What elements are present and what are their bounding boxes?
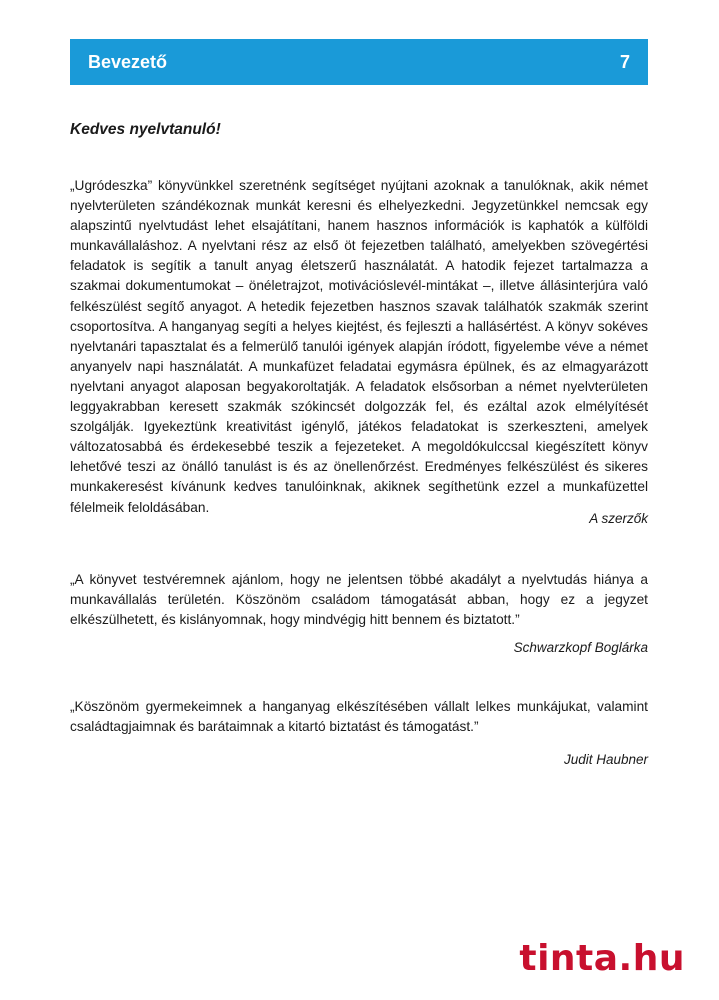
chapter-title: Bevezető xyxy=(88,51,168,72)
dedication-paragraph-2: „Köszönöm gyermekeimnek a hanganyag elkészítésében vállalt lelkes munkájukat, valamint családtagjaimnak és barátaimnak a kitartó biztatást és támogatást.” xyxy=(70,699,648,735)
intro-paragraph: „Ugródeszka” könyvünkkel szeretnénk segítséget nyújtani azoknak a tanulóknak, akik német nyelvterületen szándékoznak munkát keresni és elhelyezkedni. Jegyzetünkkel nemcsak egy alapszintű nyelvtudást lehet elsajátítani, hanem hasznos információk is kaphatók a külföldi munkavállaláshoz. A nyelvtani rész az első öt fejezetben található, amelyekben szövegértési feladatok is segítik a tanult anyag életszerű használatát. A hatodik fejezet tartalmazza a szakmai dokumentumokat – önéletrajzot, motivációslevél-mintákat –, illetve állásinterjúra való felkészülést segítő anyagot. A hetedik fejezetben hasznos szavak találhatók szakmák szerint csoportosítva. A hanganyag segíti a helyes kiejtést, és fejleszti a hallásértést. A könyv sokéves nyelvtanári tapasztalat és a felmerülő tanulói igények alapján íródott, figyelembe véve a német anyanyelv napi használatát. A munkafüzet feladatai egymásra épülnek, és az elmagyarázott nyelvtani anyagot alaposan begyakoroltatják. A feladatok elsősorban a német nyelvterületen leggyakrabban keresett szakmák szókincsét dolgozzák fel, és ezáltal azok elmélyítését szolgálják. Igyekeztünk kreativitást igénylő, játékos feladatokat is szerkeszteni, amelyek változatosabbá és érdekesebbé teszik a fejezeteket. A megoldókulccsal kiegészített könyv lehetővé teszi az önálló tanulást is és az önellenőrzést. Eredményes felkészülést és sikeres munkakeresést kívánunk kedves tanulóinknak, akiknek segíthetünk ezzel a munkafüzettel félelmeik feloldásában. xyxy=(70,178,648,515)
intro-signature: A szerzők xyxy=(589,511,648,526)
page-number: 7 xyxy=(619,51,630,72)
dedication-signature-2: Judit Haubner xyxy=(563,752,648,767)
dedication-paragraph-1: „A könyvet testvéremnek ajánlom, hogy ne jelentsen többé akadályt a nyelvtudás hiánya a munkavállalás területén. Köszönöm családom támogatását abban, hogy ez a jegyzet elkészülhetett, és kislányomnak, hogy mindvégig hitt bennem és biztatott.” xyxy=(70,572,648,628)
chapter-header-bar xyxy=(70,39,648,85)
dedication-signature-1: Schwarzkopf Boglárka xyxy=(513,640,648,655)
publisher-logo: tinta.hu xyxy=(519,938,685,979)
greeting-heading: Kedves nyelvtanuló! xyxy=(70,121,221,138)
